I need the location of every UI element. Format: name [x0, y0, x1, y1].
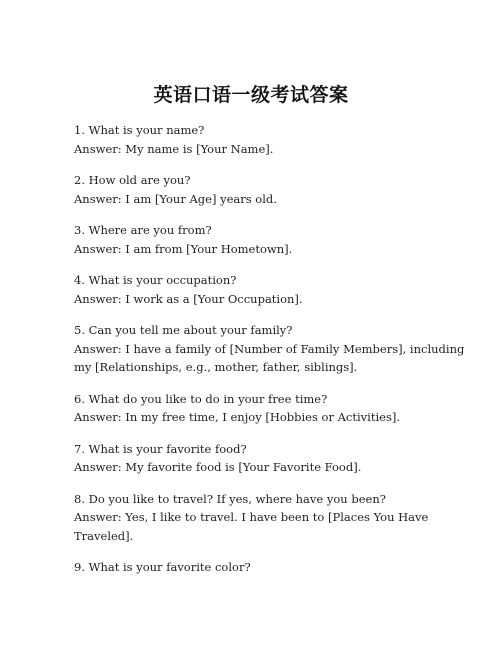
qa-item-6 — [74, 390, 474, 427]
qa-item-5 — [74, 321, 474, 377]
answer-text: Answer: I have a family of [Number of Family Members], including my [Relationships, e.g., mother, father, siblings]. — [74, 341, 468, 374]
question-text: 6. What do you like to do in your free time? — [74, 391, 328, 406]
question-text: 2. How old are you? — [74, 173, 191, 187]
answer-text: Answer: Yes, I like to travel. I have been to [Places You Have Traveled]. — [74, 510, 432, 543]
qa-item-1 — [74, 121, 474, 158]
qa-item-4 — [74, 271, 474, 308]
question-text: 1. What is your name? — [74, 123, 205, 137]
answer-text: Answer: I am from [Your Hometown]. — [74, 241, 293, 256]
question-text: 9. What is your favorite color? — [74, 560, 251, 574]
qa-item-7 — [74, 440, 474, 477]
answer-text: Answer: I am [Your Age] years old. — [74, 191, 277, 206]
answer-text: Answer: My favorite food is [Your Favorite Food]. — [74, 460, 362, 474]
qa-item-2 — [74, 171, 474, 208]
answer-text: Answer: I work as a [Your Occupation]. — [74, 291, 303, 306]
question-text: 4. What is your occupation? — [74, 273, 237, 287]
qa-item-9 — [74, 558, 474, 577]
qa-item-3 — [74, 221, 474, 258]
question-text: 7. What is your favorite food? — [74, 441, 247, 456]
qa-list — [74, 121, 474, 590]
question-text: 5. Can you tell me about your family? — [74, 323, 293, 337]
qa-item-8 — [74, 490, 474, 546]
answer-text: Answer: My name is [Your Name]. — [74, 141, 274, 156]
question-text: 3. Where are you from? — [74, 223, 212, 237]
answer-text: Answer: In my free time, I enjoy [Hobbies or Activities]. — [74, 410, 400, 424]
question-text: 8. Do you like to travel? If yes, where have you been? — [74, 491, 386, 506]
page-title: 英语口语一级考试答案 — [153, 84, 349, 106]
